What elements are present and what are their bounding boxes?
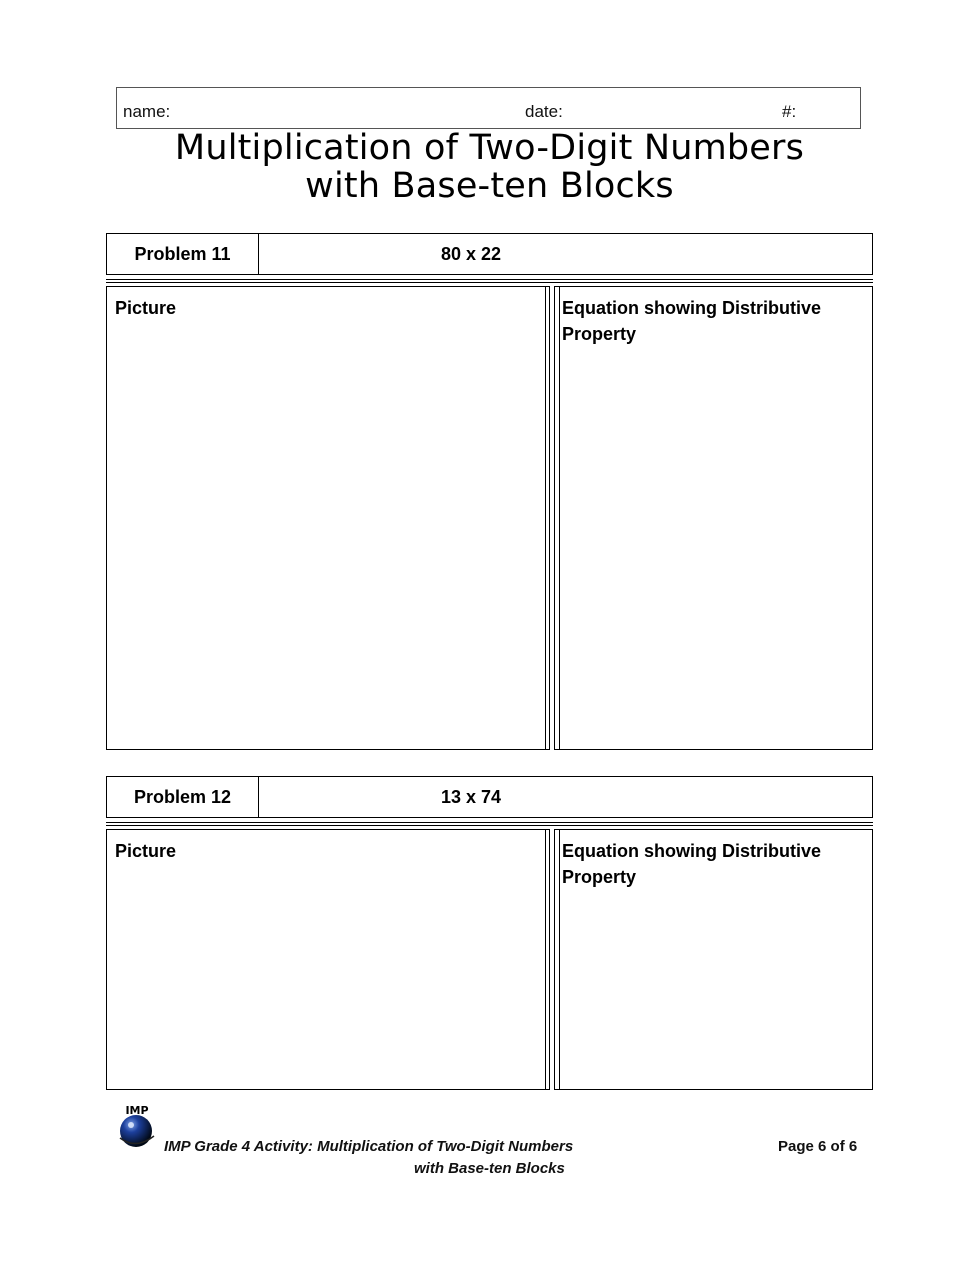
problem-block xyxy=(106,776,873,1090)
footer-activity-line-2: with Base-ten Blocks xyxy=(414,1160,565,1177)
equation-inner-border xyxy=(559,830,872,1089)
imp-logo xyxy=(112,1102,162,1152)
picture-area xyxy=(106,829,550,1090)
footer-activity-line-1: IMP Grade 4 Activity: Multiplication of Two-Digit Numbers xyxy=(164,1138,574,1155)
picture-label: Picture xyxy=(115,298,177,318)
page-title-line-2: with Base-ten Blocks xyxy=(305,166,674,206)
problem-number: Problem 12 xyxy=(107,777,259,817)
divider-rule xyxy=(106,282,873,283)
imp-logo-icon xyxy=(112,1102,162,1152)
page-title-line-1: Multiplication of Two-Digit Numbers xyxy=(174,128,805,168)
problem-header xyxy=(106,233,873,275)
name-label: name: xyxy=(123,102,171,121)
problem-number: Problem 11 xyxy=(107,234,259,274)
equation-inner-border xyxy=(559,287,872,749)
student-info-box xyxy=(116,87,861,129)
divider-rule xyxy=(106,822,873,823)
picture-area xyxy=(106,286,550,750)
equation-area xyxy=(554,829,873,1090)
picture-inner-border xyxy=(107,830,546,1089)
equation-label-line-1: Equation showing Distributive xyxy=(562,841,822,861)
picture-label: Picture xyxy=(115,841,177,861)
problem-expression: 13 x 74 xyxy=(441,787,502,807)
page-number: Page 6 of 6 xyxy=(778,1138,858,1155)
equation-label-line-1: Equation showing Distributive xyxy=(562,298,822,318)
problem-block xyxy=(106,233,873,750)
equation-label xyxy=(562,838,821,890)
date-label: date: xyxy=(525,102,563,121)
picture-inner-border xyxy=(107,287,546,749)
problem-expression: 80 x 22 xyxy=(441,244,502,264)
divider-rule xyxy=(106,279,873,280)
equation-label-line-2: Property xyxy=(562,324,637,344)
equation-label xyxy=(562,295,821,347)
divider-rule xyxy=(106,825,873,826)
equation-label-line-2: Property xyxy=(562,867,637,887)
problem-header xyxy=(106,776,873,818)
equation-area xyxy=(554,286,873,750)
imp-logo-lettering: IMP xyxy=(125,1104,149,1117)
number-label: #: xyxy=(782,102,797,121)
